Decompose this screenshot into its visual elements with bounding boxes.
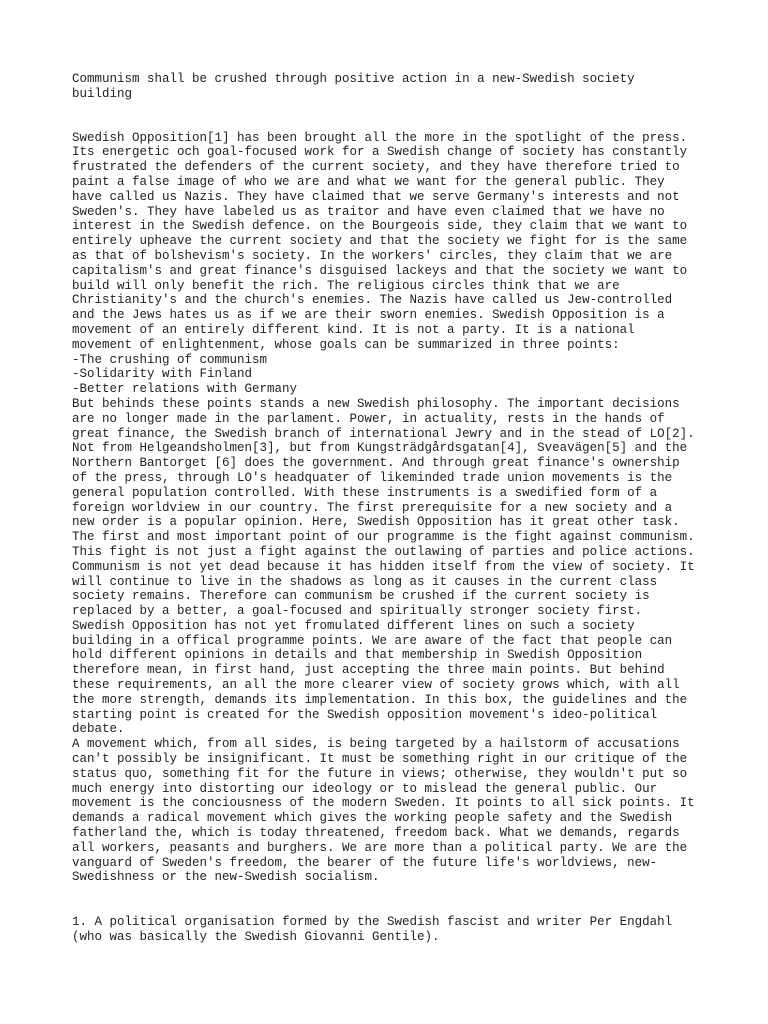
document-page [72,72,712,945]
footnote-1: 1. A political organisation formed by the Swedish fascist and writer Per Engdahl (who was basically the Swedish Giovanni Gentile). [72,915,673,945]
document-body: Swedish Opposition[1] has been brought all the more in the spotlight of the press. Its energetic och goal-focused work for a Swedish change of society has constantly frustrated the defenders of the current society, and they have therefore tried to paint a false image of who we are and what we want for the general public. They have called us Nazis. They have claimed that we serve Germany's interests and not Sweden's. They have labeled us as traitor and have even claimed that we have no interest in the Swedish defence. on the Bourgeois side, they claim that we want to entirely upheave the current society and that the society we fight for is the same as that of bolshevism's society. In the workers' circles, they claim that we are capitalism's and great finance's disguised lackeys and that the society we want to build will only benefit the rich. The religious circles think that we are Christianity's and the church's enemies. The Nazis have called us Jew-controlled and the Jews hates us as if we are their sworn enemies. Swedish Opposition is a movement of an entirely different kind. It is not a party. It is a national movement of enlightenment, whose goals can be summarized in three points: -The crushing of communism -Solidarity with Finland -Better relations with Germany But behinds these points stands a new Swedish philosophy. The important decisions are no longer made in the parlament. Power, in actuality, rests in the hands of great finance, the Swedish branch of international Jewry and in the stead of LO[2]. Not from Helgeandsholmen[3], but from Kungsträdgårdsgatan[4], Sveavägen[5] and the Northern Bantorget [6] does the government. And through great finance's ownership of the press, through LO's headquater of likeminded trade union movements is the general population controlled. With these instruments is a swedified form of a foreign worldview in our country. The first prerequisite for a new society and a new order is a popular opinion. Here, Swedish Opposition has it great other task. The first and most important point of our programme is the fight against communism. This fight is not just a fight against the outlawing of parties and police actions. Communism is not yet dead because it has hidden itself from the view of society. It will continue to live in the shadows as long as it causes in the current class society remains. Therefore can communism be crushed if the current society is replaced by a better, a goal-focused and spiritually stronger society first. Swedish Opposition has not yet fromulated different lines on such a society building in a offical programme points. We are aware of the fact that people can hold different opinions in details and that membership in Swedish Opposition therefore mean, in first hand, just accepting the three main points. But behind these requirements, an all the more clearer view of society grows which, with all the more strength, demands its implementation. In this box, the guidelines and the starting point is created for the Swedish opposition movement's ideo-political debate. A movement which, from all sides, is being targeted by a hailstorm of accusations can't possibly be insignificant. It must be something right in our critique of the status quo, something fit for the future in views; otherwise, they wouldn't put so much energy into distorting our ideology or to mislead the general public. Our movement is the conciousness of the modern Sweden. It points to all sick points. It demands a radical movement which gives the working people safety and the Swedish fatherland the, which is today threatened, freedom back. What we demands, regards all workers, peasants and burghers. We are more than a political party. We are the vanguard of Sweden's freedom, the bearer of the future life's worldviews, new- Swedishness or the new-Swedish socialism. [72,130,695,885]
document-title: Communism shall be crushed through positive action in a new-Swedish society building [72,72,635,101]
